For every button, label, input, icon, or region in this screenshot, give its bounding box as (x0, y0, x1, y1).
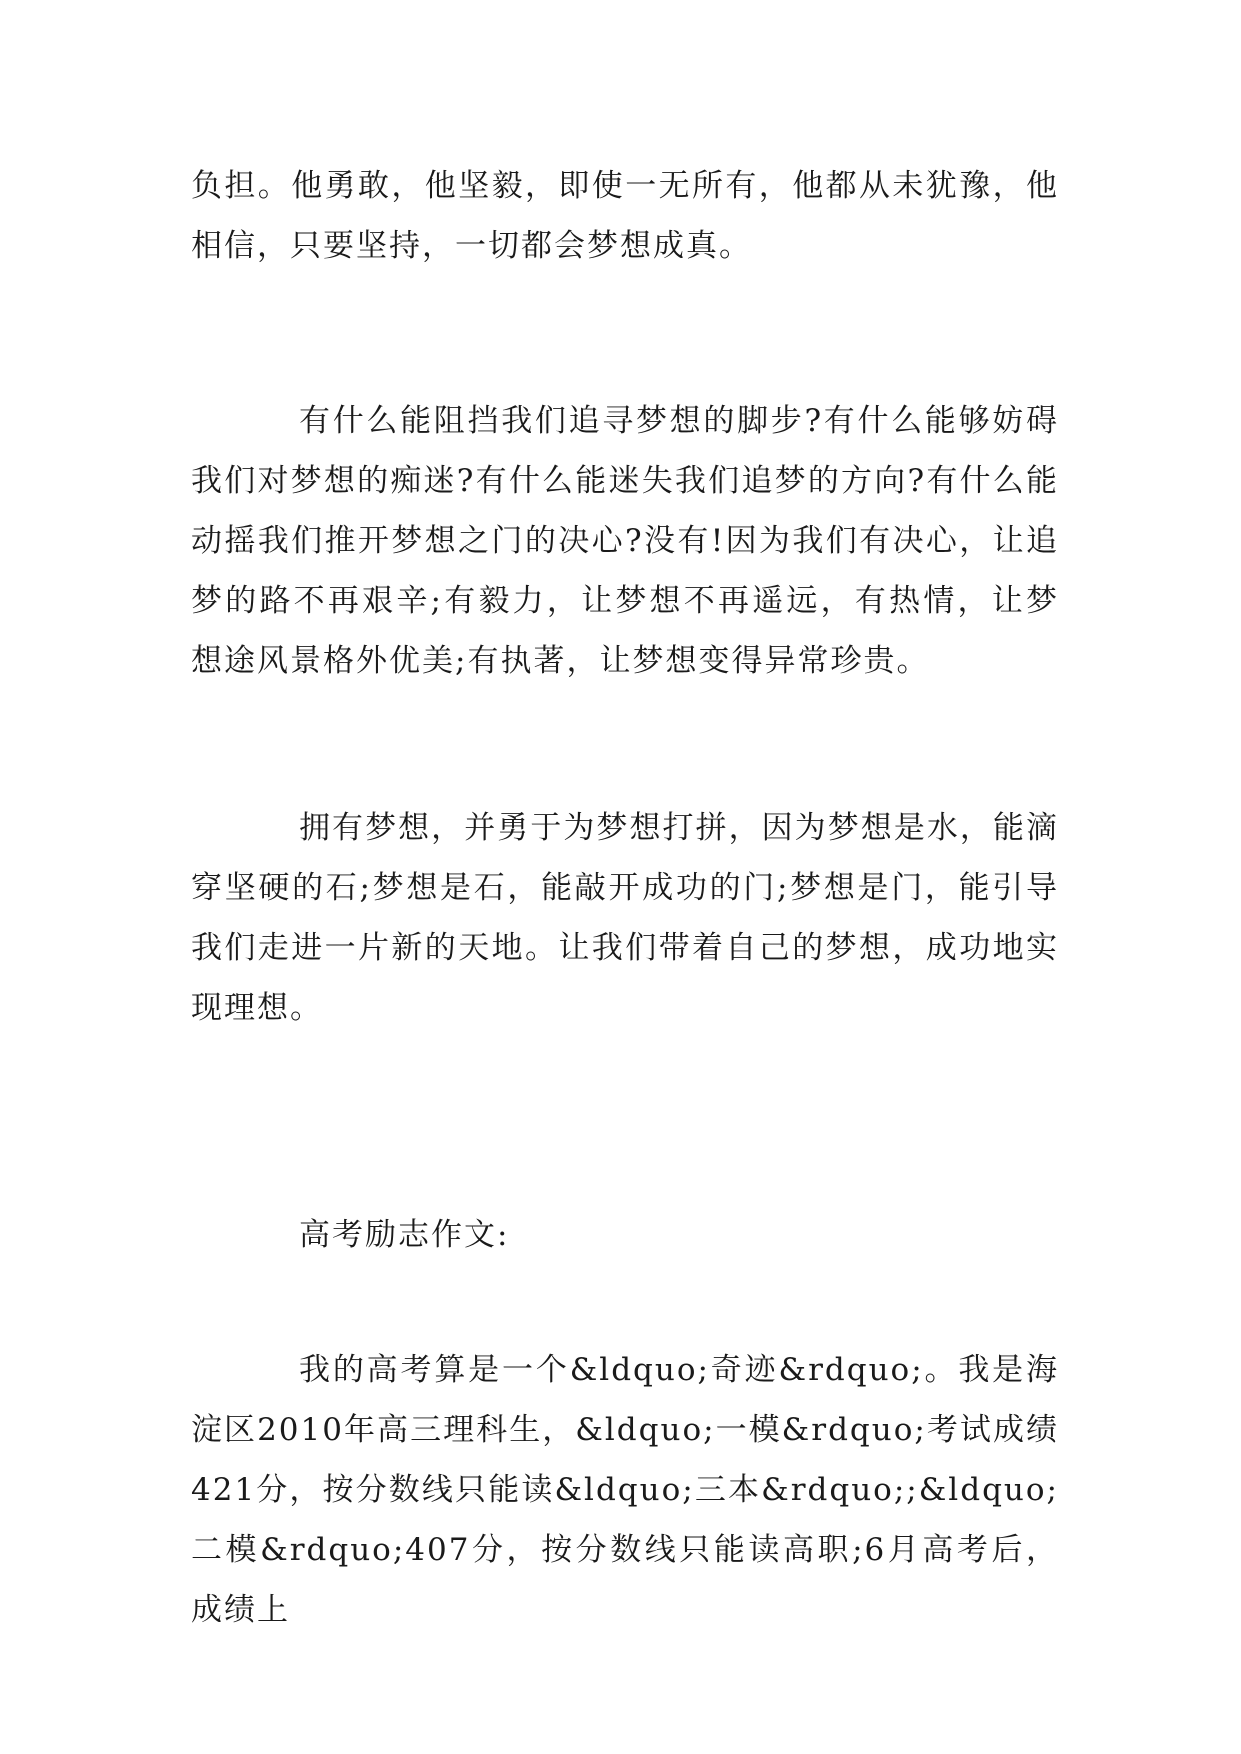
paragraph-4: 我的高考算是一个&ldquo;奇迹&rdquo;。我是海淀区2010年高三理科生，&ldquo;一模&rdquo;考试成绩421分，按分数线只能读&ldquo;三本&rdquo;;&ldquo;二模&rdquo;407分，按分数线只能读高职;6月高考后，成绩上 (191, 1352, 1059, 1628)
paragraph-3: 拥有梦想，并勇于为梦想打拼，因为梦想是水，能滴穿坚硬的石;梦想是石，能敲开成功的门;梦想是门，能引导我们走进一片新的天地。让我们带着自己的梦想，成功地实现理想。 (191, 810, 1059, 1026)
paragraph-2: 有什么能阻挡我们追寻梦想的脚步?有什么能够妨碍我们对梦想的痴迷?有什么能迷失我们追梦的方向?有什么能动摇我们推开梦想之门的决心?没有!因为我们有决心，让追梦的路不再艰辛;有毅力，让梦想不再遥远，有热情，让梦想途风景格外优美;有执著，让梦想变得异常珍贵。 (191, 403, 1059, 679)
paragraph-1: 负担。他勇敢，他坚毅，即使一无所有，他都从未犹豫，他相信，只要坚持，一切都会梦想成真。 (191, 168, 1059, 264)
section-heading: 高考励志作文: (299, 1217, 510, 1253)
